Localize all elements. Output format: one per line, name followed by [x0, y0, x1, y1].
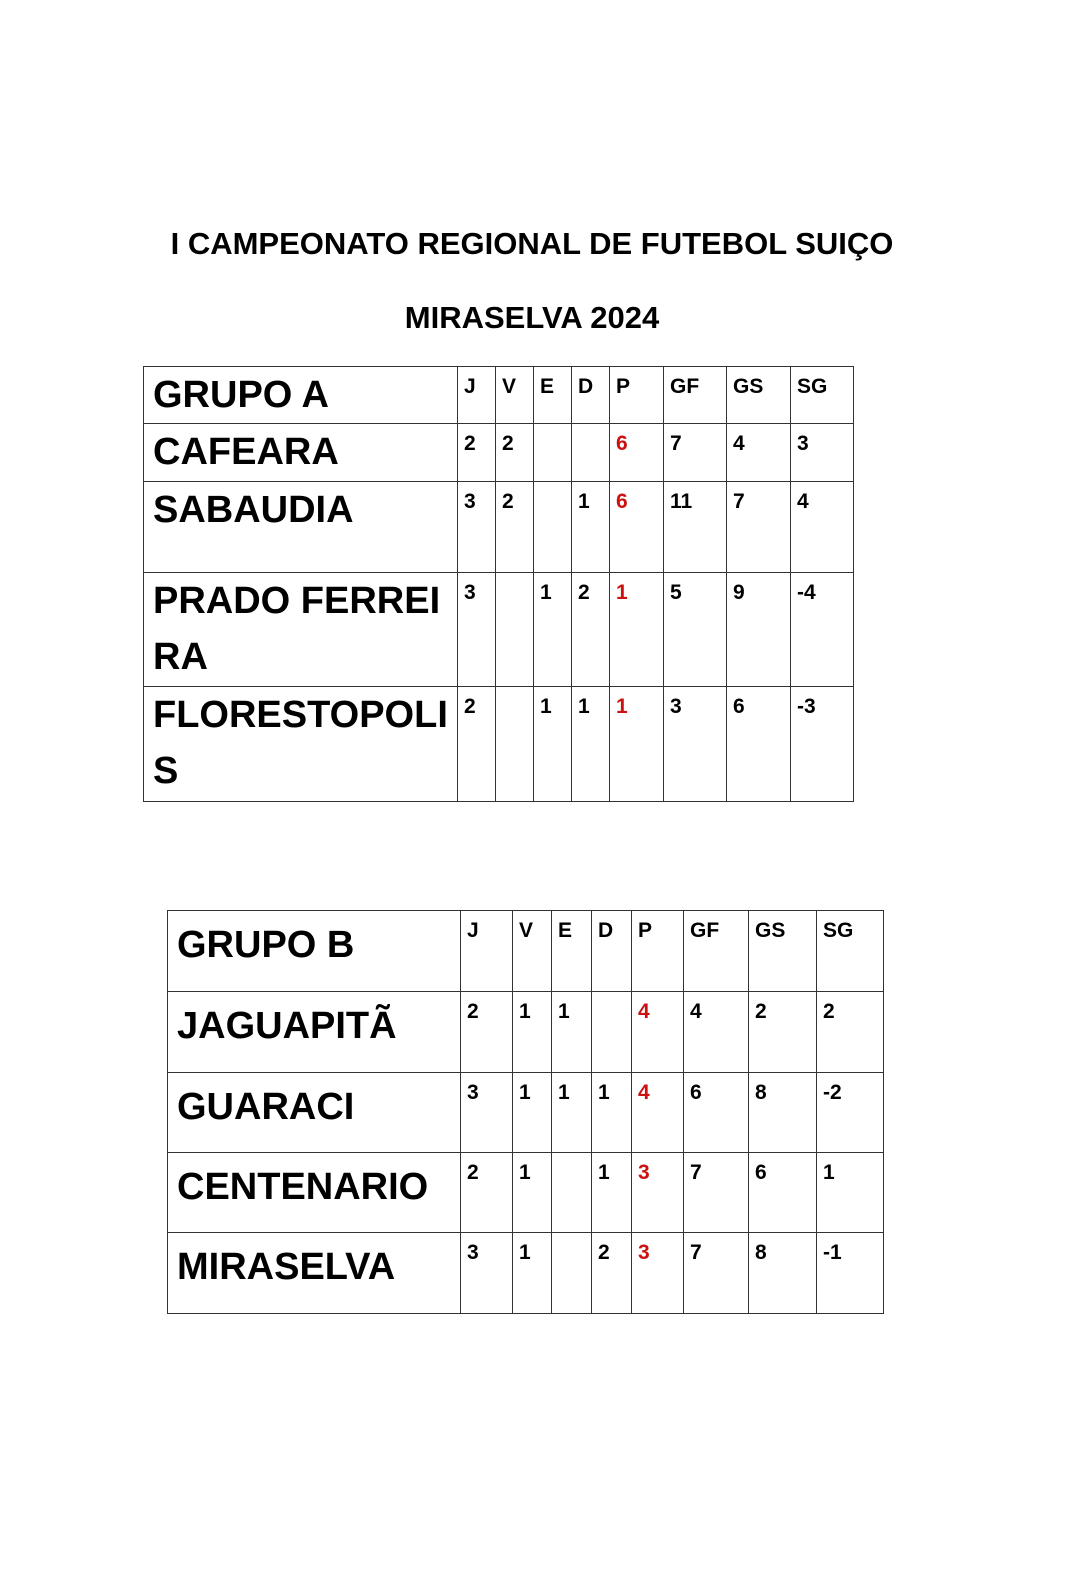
cell-e: 1 [552, 1073, 592, 1153]
table-row [144, 424, 854, 482]
table-row [168, 992, 884, 1073]
page-title: I CAMPEONATO REGIONAL DE FUTEBOL SUIÇO [170, 226, 894, 261]
cell-d: 2 [592, 1233, 632, 1314]
cell-gs: 8 [749, 1233, 817, 1314]
col-header-sg: SG [817, 911, 884, 992]
cell-e [552, 1153, 592, 1233]
cell-v: 1 [513, 1153, 552, 1233]
cell-gs: 9 [727, 573, 791, 687]
col-header-d: D [572, 367, 610, 424]
col-header-v: V [513, 911, 552, 992]
col-header-j: J [458, 367, 496, 424]
cell-j: 3 [461, 1233, 513, 1314]
cell-p: 6 [610, 424, 664, 482]
cell-e: 1 [534, 573, 572, 687]
col-header-e: E [552, 911, 592, 992]
group-name: GRUPO B [168, 911, 461, 992]
col-header-gs: GS [749, 911, 817, 992]
team-name: JAGUAPITÃ [168, 992, 461, 1073]
col-header-gs: GS [727, 367, 791, 424]
cell-d: 1 [572, 482, 610, 573]
cell-v: 2 [496, 482, 534, 573]
cell-sg: -1 [817, 1233, 884, 1314]
cell-sg: 3 [791, 424, 854, 482]
cell-p: 3 [632, 1153, 684, 1233]
table-row [144, 573, 854, 687]
cell-e [534, 424, 572, 482]
cell-sg: 4 [791, 482, 854, 573]
col-header-p: P [610, 367, 664, 424]
cell-gf: 3 [664, 687, 727, 802]
cell-j: 3 [458, 573, 496, 687]
cell-p: 1 [610, 573, 664, 687]
cell-d: 2 [572, 573, 610, 687]
team-name: GUARACI [168, 1073, 461, 1153]
col-header-e: E [534, 367, 572, 424]
cell-gs: 6 [749, 1153, 817, 1233]
cell-gf: 5 [664, 573, 727, 687]
group-a-table [143, 366, 854, 802]
cell-j: 2 [461, 1153, 513, 1233]
team-name: PRADO FERREIRA [144, 573, 458, 687]
cell-gf: 4 [684, 992, 749, 1073]
cell-v [496, 687, 534, 802]
cell-p: 1 [610, 687, 664, 802]
cell-j: 3 [461, 1073, 513, 1153]
table-row [168, 1073, 884, 1153]
cell-gf: 7 [684, 1153, 749, 1233]
cell-gf: 6 [684, 1073, 749, 1153]
team-name: CAFEARA [144, 424, 458, 482]
cell-j: 2 [461, 992, 513, 1073]
cell-e [534, 482, 572, 573]
cell-gs: 6 [727, 687, 791, 802]
cell-gs: 4 [727, 424, 791, 482]
cell-gs: 7 [727, 482, 791, 573]
cell-p: 6 [610, 482, 664, 573]
cell-v [496, 573, 534, 687]
table-row [168, 1233, 884, 1314]
cell-sg: -3 [791, 687, 854, 802]
group-name: GRUPO A [144, 367, 458, 424]
cell-d [572, 424, 610, 482]
cell-e [552, 1233, 592, 1314]
table-row [144, 687, 854, 802]
col-header-v: V [496, 367, 534, 424]
cell-v: 1 [513, 992, 552, 1073]
col-header-d: D [592, 911, 632, 992]
cell-e: 1 [534, 687, 572, 802]
cell-gs: 8 [749, 1073, 817, 1153]
cell-d: 1 [592, 1153, 632, 1233]
cell-p: 4 [632, 1073, 684, 1153]
cell-gf: 7 [684, 1233, 749, 1314]
cell-gf: 11 [664, 482, 727, 573]
table-header-row [168, 911, 884, 992]
cell-sg: 2 [817, 992, 884, 1073]
cell-p: 4 [632, 992, 684, 1073]
table-header-row [144, 367, 854, 424]
cell-v: 2 [496, 424, 534, 482]
col-header-gf: GF [684, 911, 749, 992]
cell-j: 3 [458, 482, 496, 573]
cell-e: 1 [552, 992, 592, 1073]
cell-j: 2 [458, 687, 496, 802]
cell-d: 1 [592, 1073, 632, 1153]
table-row [168, 1153, 884, 1233]
team-name: CENTENARIO [168, 1153, 461, 1233]
col-header-gf: GF [664, 367, 727, 424]
group-b-table [167, 910, 884, 1314]
cell-sg: -2 [817, 1073, 884, 1153]
cell-sg: 1 [817, 1153, 884, 1233]
page-subtitle: MIRASELVA 2024 [404, 300, 660, 335]
cell-gs: 2 [749, 992, 817, 1073]
cell-v: 1 [513, 1073, 552, 1153]
cell-p: 3 [632, 1233, 684, 1314]
team-name: SABAUDIA [144, 482, 458, 573]
col-header-sg: SG [791, 367, 854, 424]
cell-j: 2 [458, 424, 496, 482]
team-name: FLORESTOPOLIS [144, 687, 458, 802]
col-header-p: P [632, 911, 684, 992]
table-row [144, 482, 854, 573]
cell-gf: 7 [664, 424, 727, 482]
col-header-j: J [461, 911, 513, 992]
cell-d: 1 [572, 687, 610, 802]
team-name: MIRASELVA [168, 1233, 461, 1314]
cell-d [592, 992, 632, 1073]
cell-v: 1 [513, 1233, 552, 1314]
cell-sg: -4 [791, 573, 854, 687]
